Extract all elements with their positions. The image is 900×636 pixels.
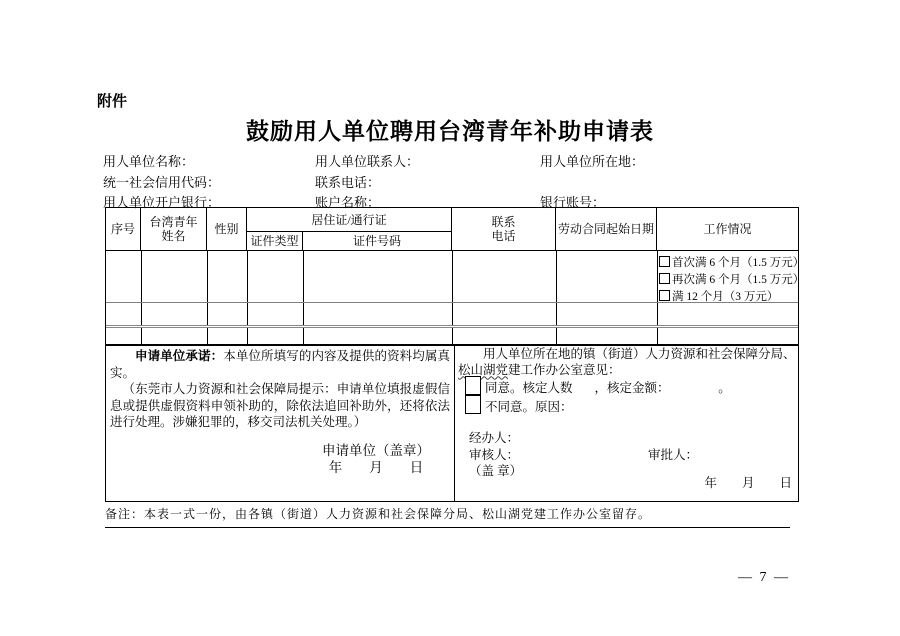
attachment-label: 附件 (97, 93, 128, 110)
col-header-phone-line1: 联系 (491, 215, 516, 229)
table-cell-empty (106, 251, 142, 302)
table-cell-empty (556, 303, 658, 325)
applicant-seal-block (304, 442, 448, 476)
agree-option (485, 378, 731, 396)
application-table (105, 207, 805, 502)
table-cell-empty (247, 303, 304, 325)
disagree-checkbox-icon (465, 395, 481, 414)
table-cell-empty (247, 328, 304, 344)
checkbox-icon (659, 290, 670, 301)
table-cell-empty (303, 328, 453, 344)
table-cell-empty (141, 328, 208, 344)
table-cell-empty (106, 303, 142, 325)
table-cell-empty (556, 251, 658, 302)
opinion-heading-part2: 建工作办公室意见： (508, 362, 621, 377)
table-cell-empty (141, 251, 208, 302)
table-cell-empty (452, 328, 557, 344)
col-header-permit-type: 证件类型 (247, 232, 303, 251)
signature-section (106, 346, 798, 501)
commitment-body: 本单位所填写的内容及提供的资料均属真实。 (110, 349, 450, 380)
employer-location-label: 用人单位所在地： (540, 154, 645, 169)
col-header-serial: 序号 (106, 208, 141, 251)
col-header-permit-group: 居住证/通行证 (247, 208, 452, 232)
work-status-option-label: 首次满 6 个月（1.5 万元） (672, 256, 805, 269)
col-header-phone (452, 208, 556, 251)
checkbox-icon (659, 256, 670, 267)
table-cell-empty (657, 303, 798, 325)
commitment-note: （东莞市人力资源和社会保障局提示：申请单位填报虚假信息或提供虚假资料申领补助的，除依法追回补助外，还将依法进行处理。涉嫌犯罪的，移交司法机关处理。） (110, 382, 450, 429)
disagree-option: 不同意。原因： (485, 400, 573, 414)
applicant-date-line: 年 月 日 (328, 460, 424, 475)
footer-note: 备注：本表一式一份，由各镇（街道）人力资源和社会保障分局、松山湖党建工作办公室留存。 (105, 505, 790, 528)
approver-label: 审批人： (648, 448, 699, 462)
work-status-option (658, 270, 805, 287)
table-row (106, 328, 798, 346)
col-header-name-line2: 姓名 (161, 229, 186, 243)
bureau-date-line: 年 月 日 (704, 476, 792, 490)
col-header-name-line1: 台湾青年 (149, 215, 198, 229)
work-status-option-label: 满 12 个月（3 万元） (672, 290, 779, 303)
table-cell-empty (452, 303, 557, 325)
col-header-contract-start: 劳动合同起始日期 (556, 208, 657, 251)
handler-label: 经办人： (469, 431, 520, 445)
account-name-label: 账户名称： (315, 195, 381, 210)
agree-label: 同意。核定人数 (485, 381, 573, 395)
col-header-name (141, 208, 207, 251)
table-row (106, 303, 798, 328)
col-header-work-status: 工作情况 (657, 208, 798, 251)
bank-account-label: 银行账号： (540, 195, 606, 210)
page-number: — 7 — (738, 570, 790, 585)
agree-checkbox-icon (465, 376, 481, 395)
form-title: 鼓励用人单位聘用台湾青年补助申请表 (246, 119, 654, 144)
table-cell-empty (207, 251, 248, 302)
col-header-phone-line2: 电话 (491, 229, 516, 243)
agree-period: 。 (718, 381, 731, 395)
contact-phone-label: 联系电话： (315, 175, 381, 190)
commitment-text (110, 348, 450, 431)
col-header-permit-number: 证件号码 (303, 232, 452, 251)
reviewer-label: 审核人： (469, 448, 520, 462)
table-cell-empty (207, 328, 248, 344)
work-status-option-label: 再次满 6 个月（1.5 万元） (672, 273, 805, 286)
opinion-heading-part1: 用人单位所在地的镇（街道）人力资源和社会保障分局、 (483, 347, 796, 361)
table-row (106, 251, 805, 303)
work-status-option (658, 253, 805, 270)
table-cell-empty (303, 251, 453, 302)
bureau-seal-label: （盖 章） (469, 464, 523, 478)
applicant-seal-label: 申请单位（盖章） (322, 443, 430, 458)
commitment-cell (106, 346, 455, 501)
employer-name-label: 用人单位名称： (103, 154, 195, 169)
approved-amount-label: ，核定金额： (594, 381, 664, 395)
employer-contact-label: 用人单位联系人： (315, 154, 420, 169)
table-cell-empty (247, 251, 304, 302)
opinion-heading (458, 347, 796, 378)
table-cell-empty (303, 303, 453, 325)
table-cell-empty (556, 328, 658, 344)
work-status-options (658, 253, 805, 304)
checkbox-icon (659, 273, 670, 284)
opinion-heading-wavy: 松山湖党 (458, 362, 509, 377)
table-cell-empty (657, 328, 798, 344)
work-status-option (658, 287, 798, 304)
commitment-lead: 申请单位承诺： (135, 349, 224, 363)
opinion-cell (455, 346, 798, 501)
col-header-gender: 性别 (207, 208, 247, 251)
credit-code-label: 统一社会信用代码： (103, 175, 221, 190)
table-cell-empty (141, 303, 208, 325)
table-cell-empty (106, 328, 142, 344)
table-cell-empty (452, 251, 557, 302)
employer-bank-label: 用人单位开户银行： (103, 195, 221, 210)
table-cell-empty (207, 303, 248, 325)
